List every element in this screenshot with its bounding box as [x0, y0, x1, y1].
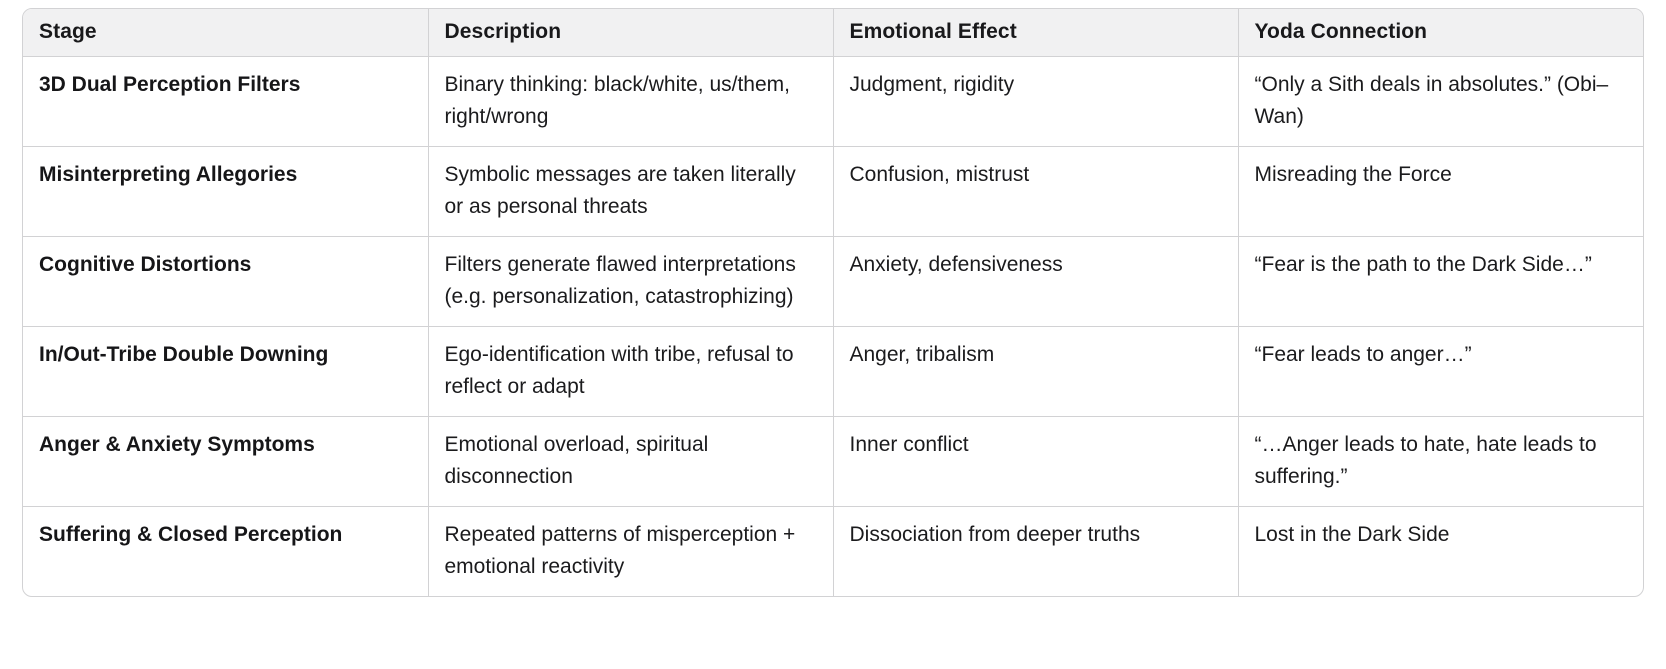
- cell-emotional-effect: Inner conflict: [833, 417, 1238, 507]
- table-body: [23, 57, 1643, 597]
- cell-description: Filters generate flawed interpretations (e.g. personalization, catastrophizing): [428, 237, 833, 327]
- table-row: [23, 57, 1643, 147]
- cell-emotional-effect: Confusion, mistrust: [833, 147, 1238, 237]
- column-header-description: Description: [428, 9, 833, 57]
- cell-stage: Cognitive Distortions: [23, 237, 428, 327]
- cell-description: Symbolic messages are taken literally or as personal threats: [428, 147, 833, 237]
- table-row: [23, 417, 1643, 507]
- cell-emotional-effect: Anger, tribalism: [833, 327, 1238, 417]
- column-header-emotional-effect: Emotional Effect: [833, 9, 1238, 57]
- table-row: [23, 507, 1643, 597]
- cell-description: Repeated patterns of misperception + emotional reactivity: [428, 507, 833, 597]
- cell-emotional-effect: Anxiety, defensiveness: [833, 237, 1238, 327]
- cell-stage: Suffering & Closed Perception: [23, 507, 428, 597]
- cell-description: Binary thinking: black/white, us/them, right/wrong: [428, 57, 833, 147]
- cell-description: Emotional overload, spiritual disconnection: [428, 417, 833, 507]
- table-header: [23, 9, 1643, 57]
- cell-yoda-connection: “Fear is the path to the Dark Side…”: [1238, 237, 1643, 327]
- cell-yoda-connection: “…Anger leads to hate, hate leads to suffering.”: [1238, 417, 1643, 507]
- perception-stages-table-container: [22, 8, 1644, 597]
- cell-stage: Anger & Anxiety Symptoms: [23, 417, 428, 507]
- cell-yoda-connection: Lost in the Dark Side: [1254, 523, 1450, 546]
- cell-stage: Misinterpreting Allegories: [23, 147, 428, 237]
- cell-yoda-connection: “Only a Sith deals in absolutes.” (Obi–Wan): [1238, 57, 1643, 147]
- cell-description: Ego-identification with tribe, refusal to reflect or adapt: [428, 327, 833, 417]
- cell-stage: 3D Dual Perception Filters: [23, 57, 428, 147]
- table-row: [23, 327, 1643, 417]
- cell-yoda-connection: Misreading the Force: [1238, 147, 1643, 237]
- table-header-row: [23, 9, 1643, 57]
- perception-stages-table: [23, 9, 1643, 596]
- column-header-stage: Stage: [23, 9, 428, 57]
- cell-emotional-effect: Judgment, rigidity: [833, 57, 1238, 147]
- table-row: [23, 237, 1643, 327]
- cell-yoda-connection: “Fear leads to anger…”: [1238, 327, 1643, 417]
- cell-emotional-effect: Dissociation from deeper truths: [833, 507, 1238, 597]
- column-header-yoda-connection: Yoda Connection: [1238, 9, 1643, 57]
- table-row: [23, 147, 1643, 237]
- cell-stage: In/Out-Tribe Double Downing: [23, 327, 428, 417]
